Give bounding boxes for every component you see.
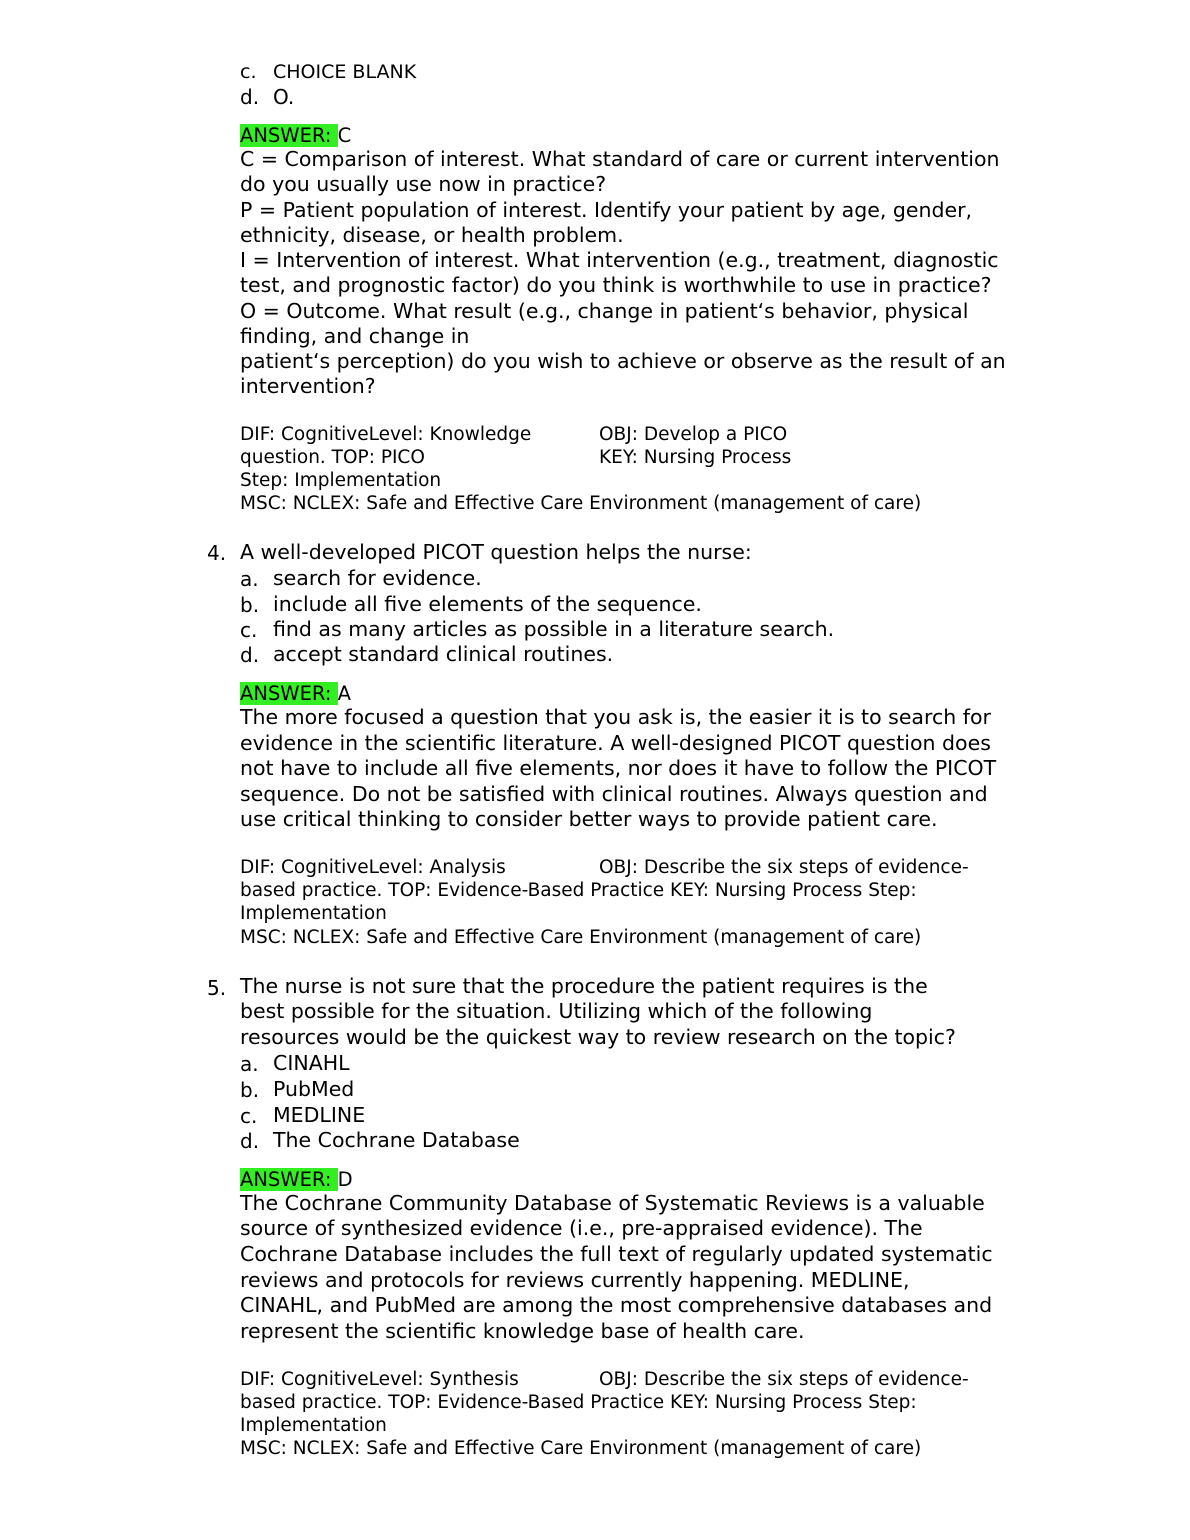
rationale-line: ethnicity, disease, or health problem. bbox=[240, 223, 624, 247]
option-letter: a. bbox=[240, 567, 259, 591]
option-text: find as many articles as possible in a literature search. bbox=[273, 617, 835, 641]
option-letter: b. bbox=[240, 593, 260, 617]
option-letter: b. bbox=[240, 1078, 260, 1102]
rationale-line: sequence. Do not be satisfied with clinical routines. Always question and bbox=[240, 782, 988, 806]
rationale-line: CINAHL, and PubMed are among the most comprehensive databases and bbox=[240, 1293, 993, 1317]
rationale-line: test, and prognostic factor) do you think is worthwhile to use in practice? bbox=[240, 273, 992, 297]
option-letter: c. bbox=[240, 618, 258, 642]
answer-label: ANSWER: bbox=[240, 124, 338, 147]
option-text: include all five elements of the sequence. bbox=[273, 592, 702, 616]
rationale-line: I = Intervention of interest. What intervention (e.g., treatment, diagnostic bbox=[240, 248, 999, 272]
answer-label: ANSWER: bbox=[240, 682, 338, 705]
rationale-line: reviews and protocols for reviews currently happening. MEDLINE, bbox=[240, 1268, 910, 1292]
option-text: accept standard clinical routines. bbox=[273, 642, 614, 666]
meta-msc: MSC: NCLEX: Safe and Effective Care Environment (management of care) bbox=[240, 493, 922, 514]
option-letter: c. bbox=[240, 61, 257, 83]
answer-line bbox=[240, 1168, 353, 1191]
option-text: PubMed bbox=[273, 1077, 355, 1101]
option-text: MEDLINE bbox=[273, 1103, 366, 1127]
rationale-line: P = Patient population of interest. Identify your patient by age, gender, bbox=[240, 198, 973, 222]
option-text: search for evidence. bbox=[273, 566, 482, 590]
option-letter: d. bbox=[240, 85, 260, 109]
rationale-line: do you usually use now in practice? bbox=[240, 172, 607, 196]
meta-step: Step: Implementation bbox=[240, 470, 442, 491]
answer-label: ANSWER: bbox=[240, 1168, 338, 1191]
rationale-line: represent the scientific knowledge base of health care. bbox=[240, 1319, 805, 1343]
meta-dif: DIF: CognitiveLevel: Knowledge bbox=[240, 424, 532, 445]
meta-step: Implementation bbox=[240, 903, 387, 924]
rationale-line: The more focused a question that you ask is, the easier it is to search for bbox=[240, 705, 991, 729]
meta-top-key: based practice. TOP: Evidence-Based Practice KEY: Nursing Process Step: bbox=[240, 1392, 917, 1413]
rationale-line: not have to include all five elements, nor does it have to follow the PICOT bbox=[240, 756, 997, 780]
meta-obj: OBJ: Describe the six steps of evidence- bbox=[599, 857, 969, 878]
answer-value: D bbox=[337, 1168, 353, 1191]
rationale-line: intervention? bbox=[240, 374, 376, 398]
option-text: The Cochrane Database bbox=[273, 1128, 520, 1152]
meta-obj: OBJ: Describe the six steps of evidence- bbox=[599, 1369, 969, 1390]
meta-top: question. TOP: PICO bbox=[240, 447, 425, 468]
option-letter: d. bbox=[240, 1129, 260, 1153]
answer-value: C bbox=[337, 124, 352, 147]
rationale-line: The Cochrane Community Database of Systematic Reviews is a valuable bbox=[240, 1191, 985, 1215]
question-stem-line: resources would be the quickest way to review research on the topic? bbox=[240, 1025, 956, 1049]
rationale-line: source of synthesized evidence (i.e., pre-appraised evidence). The bbox=[240, 1216, 923, 1240]
meta-msc: MSC: NCLEX: Safe and Effective Care Environment (management of care) bbox=[240, 927, 922, 948]
answer-value: A bbox=[337, 682, 351, 705]
rationale-line: Cochrane Database includes the full text of regularly updated systematic bbox=[240, 1242, 993, 1266]
rationale-line: finding, and change in bbox=[240, 324, 470, 348]
rationale-line: use critical thinking to consider better ways to provide patient care. bbox=[240, 807, 938, 831]
question-number: 5. bbox=[207, 976, 227, 1000]
meta-msc: MSC: NCLEX: Safe and Effective Care Environment (management of care) bbox=[240, 1438, 922, 1459]
rationale-line: C = Comparison of interest. What standard of care or current intervention bbox=[240, 147, 1000, 171]
rationale-line: evidence in the scientific literature. A well-designed PICOT question does bbox=[240, 731, 991, 755]
option-letter: d. bbox=[240, 643, 260, 667]
meta-dif: DIF: CognitiveLevel: Synthesis bbox=[240, 1369, 519, 1390]
meta-top-key: based practice. TOP: Evidence-Based Practice KEY: Nursing Process Step: bbox=[240, 880, 917, 901]
answer-line bbox=[240, 124, 351, 147]
question-number: 4. bbox=[207, 541, 227, 565]
option-letter: c. bbox=[240, 1104, 258, 1128]
rationale-line: O = Outcome. What result (e.g., change in patient‘s behavior, physical bbox=[240, 299, 969, 323]
meta-step: Implementation bbox=[240, 1415, 387, 1436]
meta-obj: OBJ: Develop a PICO bbox=[599, 424, 788, 445]
question-stem: A well-developed PICOT question helps the nurse: bbox=[240, 540, 752, 564]
rationale-line: patient‘s perception) do you wish to achieve or observe as the result of an bbox=[240, 349, 1006, 373]
meta-key: KEY: Nursing Process bbox=[599, 447, 792, 468]
answer-line bbox=[240, 682, 351, 705]
question-stem-line: best possible for the situation. Utilizing which of the following bbox=[240, 999, 873, 1023]
option-text: O. bbox=[273, 85, 295, 109]
option-text: CHOICE BLANK bbox=[273, 61, 417, 83]
meta-dif: DIF: CognitiveLevel: Analysis bbox=[240, 857, 506, 878]
question-stem-line: The nurse is not sure that the procedure the patient requires is the bbox=[240, 974, 928, 998]
option-letter: a. bbox=[240, 1052, 259, 1076]
option-text: CINAHL bbox=[273, 1051, 350, 1075]
